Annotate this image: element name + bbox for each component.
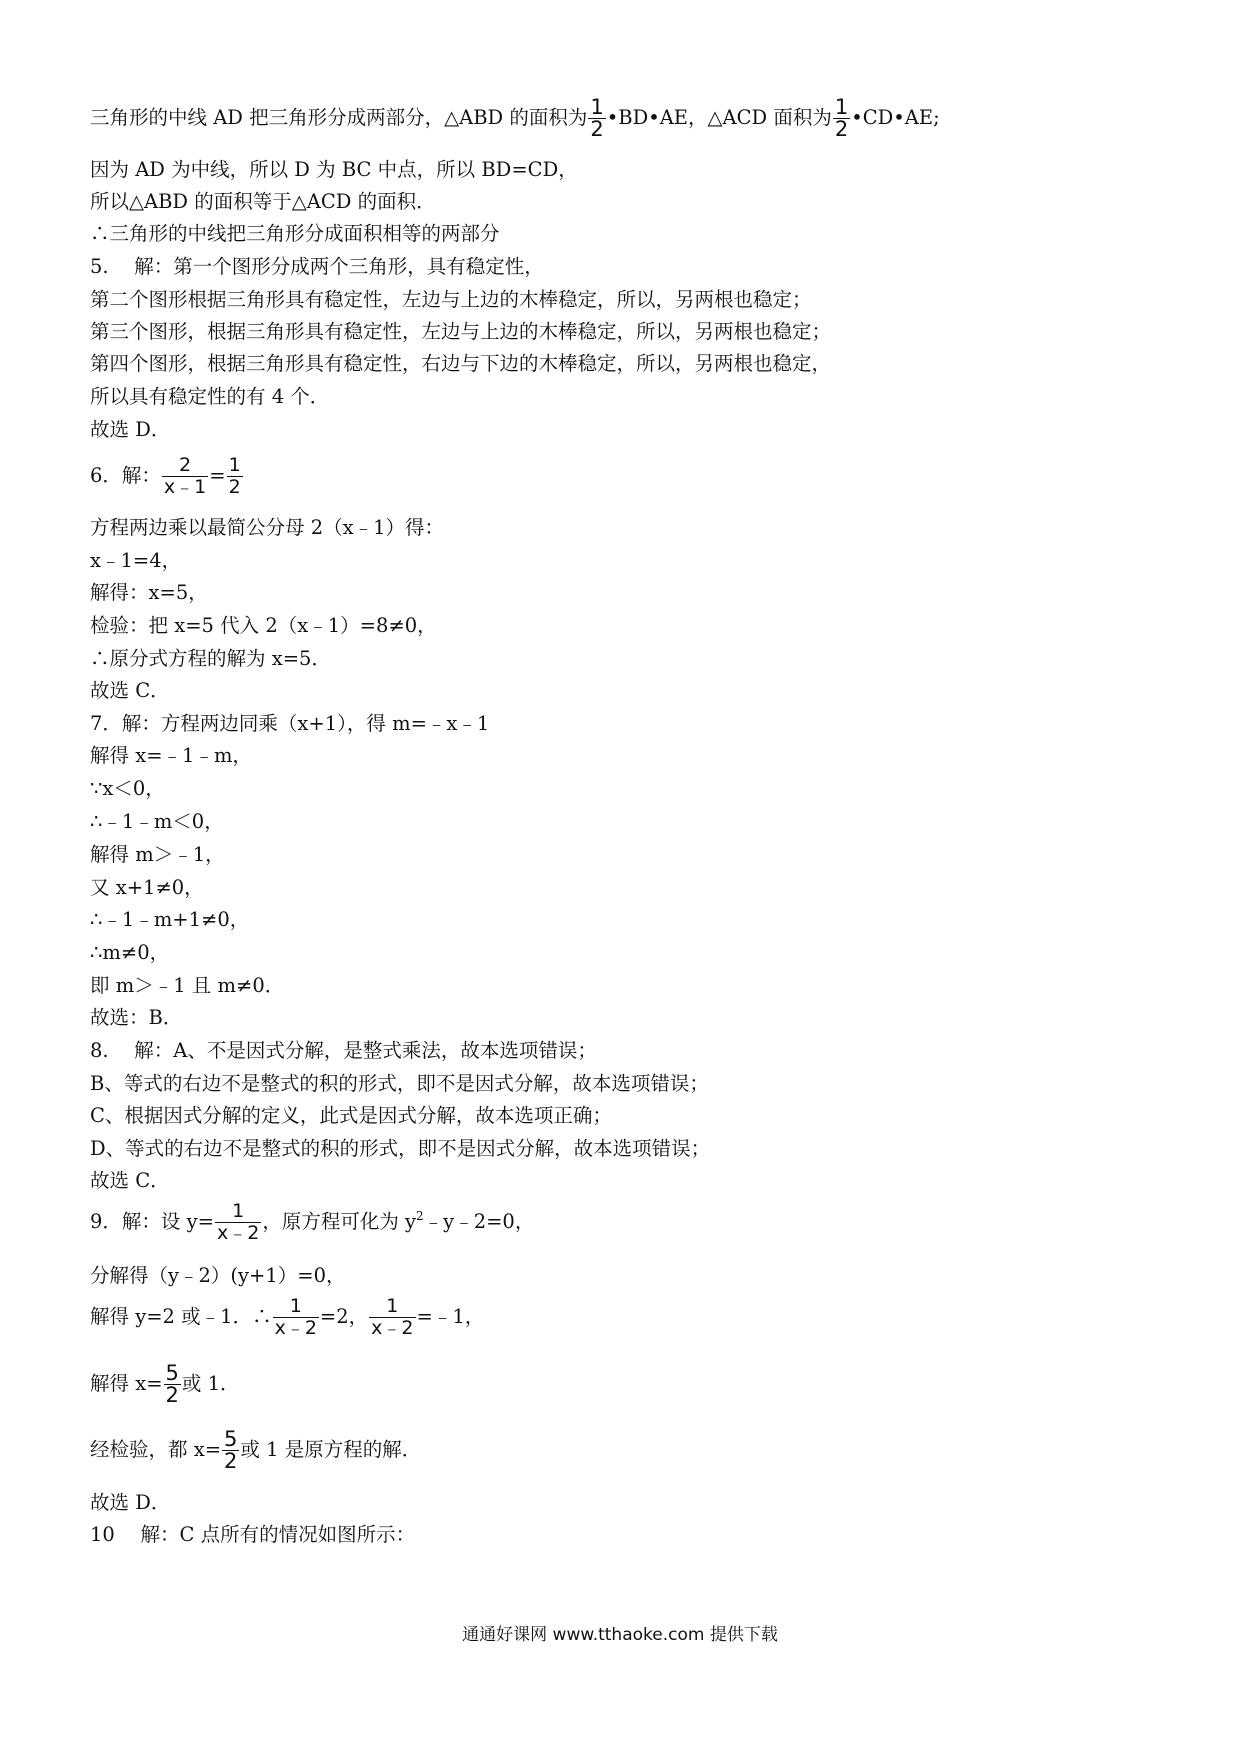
text-line: 即 m＞﹣1 且 m≠0．	[90, 974, 285, 997]
fraction-denominator: x﹣2	[274, 1317, 317, 1339]
fraction-denominator: x﹣1	[163, 476, 207, 498]
text-line: 7．解：方程两边同乘（x+1），得 m=﹣x﹣1	[90, 712, 490, 735]
text-segment: =	[209, 464, 226, 487]
text-line: 又 x+1≠0，	[90, 876, 204, 899]
text-line: 8. 解：A、不是因式分解，是整式乘法，故本选项错误；	[90, 1039, 597, 1062]
text-line: D、等式的右边不是整式的积的形式，即不是因式分解，故本选项错误；	[90, 1137, 711, 1160]
text-segment: 或 1 是原方程的解．	[240, 1438, 422, 1461]
text-line: 解得 m＞﹣1，	[90, 843, 225, 866]
fraction	[164, 1363, 181, 1406]
fraction-denominator: 2	[224, 1449, 238, 1473]
fraction-numerator: 2	[179, 454, 192, 476]
fraction	[833, 97, 850, 140]
text-line: 第二个图形根据三角形具有稳定性，左边与上边的木棒稳定，所以，另两根也稳定；	[90, 288, 812, 311]
text-line: ∵x＜0，	[90, 777, 165, 800]
text-segment: 或 1．	[181, 1372, 240, 1395]
text-line: 分解得（y﹣2）(y+1）=0，	[90, 1264, 346, 1287]
text-line	[90, 455, 244, 498]
text-segment: 三角形的中线 AD 把三角形分成两部分，△ABD 的面积为	[90, 106, 588, 129]
text-line	[90, 1296, 484, 1339]
text-line	[90, 97, 940, 140]
fraction	[222, 1429, 239, 1472]
text-segment: 解得 y=2 或﹣1．∴	[90, 1305, 272, 1328]
text-line: ∴三角形的中线把三角形分成面积相等的两部分	[90, 222, 500, 245]
text-line: 第三个图形，根据三角形具有稳定性，左边与上边的木棒稳定，所以，另两根也稳定；	[90, 320, 832, 343]
text-line: 因为 AD 为中线，所以 D 为 BC 中点，所以 BD=CD，	[90, 158, 578, 181]
fraction-numerator: 5	[165, 1361, 179, 1385]
fraction-numerator: 5	[224, 1427, 238, 1451]
text-line: 解得：x=5，	[90, 581, 208, 604]
fraction-denominator: x﹣2	[216, 1222, 260, 1244]
text-line	[90, 1201, 534, 1244]
text-line: 5. 解：第一个图形分成两个三角形，具有稳定性，	[90, 255, 544, 278]
text-line: 故选 C．	[90, 1169, 170, 1192]
text-line: 故选：B．	[90, 1006, 183, 1029]
fraction-denominator: 2	[228, 476, 241, 498]
text-segment: ﹣y﹣2=0，	[423, 1210, 535, 1233]
text-line: ∴﹣1﹣m＜0，	[90, 810, 224, 833]
text-segment: •BD•AE，△ACD 面积为	[606, 106, 832, 129]
text-line: ∴m≠0，	[90, 941, 170, 964]
fraction	[588, 97, 605, 140]
text-segment: 6．解：	[90, 464, 161, 487]
fraction-denominator: x﹣2	[371, 1317, 414, 1339]
text-segment: =2，	[319, 1305, 369, 1328]
text-line: C、根据因式分解的定义，此式是因式分解，故本选项正确；	[90, 1104, 612, 1127]
text-line: ∴﹣1﹣m+1≠0，	[90, 908, 250, 931]
text-line: 10 解：C 点所有的情况如图所示：	[90, 1523, 416, 1546]
fraction	[215, 1201, 261, 1244]
text-segment: 经检验，都 x=	[90, 1438, 222, 1461]
superscript: 2	[416, 1209, 424, 1223]
text-segment: 解得 x=	[90, 1372, 163, 1395]
page-footer: 通通好课网 www.tthaoke.com 提供下载	[462, 1625, 778, 1645]
fraction-numerator: 1	[590, 95, 604, 119]
text-line: 所以具有稳定性的有 4 个．	[90, 385, 330, 408]
text-line: 第四个图形，根据三角形具有稳定性，右边与下边的木棒稳定，所以，另两根也稳定，	[90, 352, 832, 375]
fraction	[227, 455, 243, 498]
fraction	[369, 1296, 415, 1339]
text-segment: =﹣1，	[416, 1305, 485, 1328]
text-line: 方程两边乘以最简公分母 2（x﹣1）得：	[90, 516, 445, 539]
text-line: ∴原分式方程的解为 x=5．	[90, 647, 331, 670]
text-segment: •CD•AE;	[851, 106, 940, 129]
fraction-denominator: 2	[834, 117, 849, 141]
fraction-numerator: 1	[386, 1295, 399, 1317]
text-line: 故选 C．	[90, 679, 170, 702]
fraction-numerator: 1	[232, 1200, 245, 1222]
text-line: 所以△ABD 的面积等于△ACD 的面积．	[90, 190, 436, 213]
fraction	[162, 455, 208, 498]
text-segment: 9．解：设 y=	[90, 1210, 214, 1233]
text-line: B、等式的右边不是整式的积的形式，即不是因式分解，故本选项错误；	[90, 1072, 709, 1095]
text-line: 检验：把 x=5 代入 2（x﹣1）=8≠0，	[90, 614, 437, 637]
text-segment: ，原方程可化为 y	[262, 1210, 417, 1233]
text-line: x﹣1=4，	[90, 549, 182, 572]
text-line	[90, 1363, 240, 1406]
text-line: 解得 x=﹣1﹣m，	[90, 744, 252, 767]
fraction	[273, 1296, 319, 1339]
text-line: 故选 D．	[90, 1491, 171, 1514]
text-line	[90, 1429, 421, 1472]
fraction-denominator: 2	[590, 117, 604, 141]
fraction-numerator: 1	[834, 95, 849, 119]
fraction-numerator: 1	[289, 1295, 302, 1317]
text-line: 故选 D．	[90, 418, 171, 441]
fraction-denominator: 2	[165, 1383, 179, 1407]
fraction-numerator: 1	[228, 454, 241, 476]
